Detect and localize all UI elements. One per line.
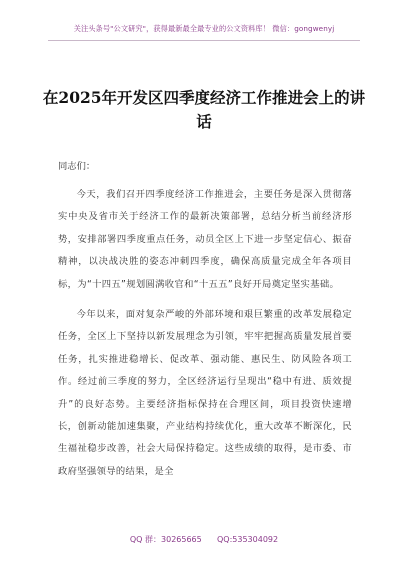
document-body — [58, 156, 352, 491]
paragraph: 今天，我们召开四季度经济工作推进会，主要任务是深入贯彻落实中央及省市关于经济工作的最新决策部署，总结分析当前经济形势，安排部署四季度重点任务，动员全区上下进一步坚定信心、振奋精神，以决战决胜的姿态冲刺四季度，确保高质量完成全年各项目标，为“十四五”规划圆满收官和“十五五”良好开局奠定坚实基础。 — [58, 189, 352, 290]
qq-contact-label: QQ:535304092 — [217, 535, 279, 544]
qq-group-label: QQ 群：30265665 — [129, 535, 202, 544]
paragraph: 今年以来，面对复杂严峻的外部环境和艰巨繁重的改革发展稳定任务，全区上下坚持以新发展理念为引领，牢牢把握高质量发展首要任务，扎实推进稳增长、促改革、强动能、惠民生、防风险各项工作。经过前三季度的努力，全区经济运行呈现出“稳中有进、质效提升”的良好态势。主要经济指标保持在合理区间，项目投资快速增长，创新动能加速集聚，产业结构持续优化，重大改革不断深化，民生福祉稳步改善，社会大局保持稳定。这些成绩的取得，是市委、市政府坚强领导的结果，是全 — [58, 309, 352, 477]
footer-contact — [0, 534, 408, 545]
greeting: 同志们： — [58, 161, 96, 172]
header-divider — [48, 40, 360, 41]
document-title: 在2025年开发区四季度经济工作推进会上的讲话 — [42, 88, 366, 131]
header-banner: 关注头条号"公文研究"，获得最新最全最专业的公文资料库！ 微信：gongwenyj — [73, 24, 335, 33]
